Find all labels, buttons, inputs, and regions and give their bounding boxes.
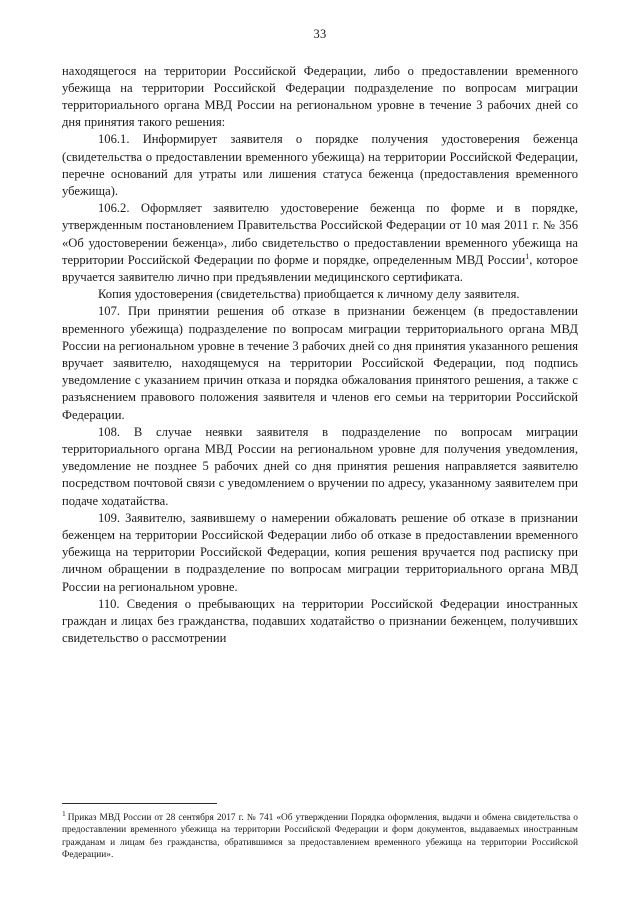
footnote-mark: 1 (62, 809, 66, 819)
paragraph-copy-note: Копия удостоверения (свидетельства) приобщается к личному делу заявителя. (98, 287, 520, 302)
paragraph-109: 109. Заявителю, заявившему о намерении обжаловать решение об отказе в признании беженцем на территории Российской Федерации либо об отказе в предоставлении временного убежища на территории Российской Федерации, копия решения вручается под расписку при личном обращении в подразделение по вопросам миграции территориального органа МВД России на региональном уровне. (62, 510, 578, 594)
paragraph-106-2 (62, 200, 578, 286)
paragraph-106-2-before-ref: 106.2. Оформляет заявителю удостоверение беженца по форме и в порядке, утвержденным постановлением Правительства Российской Федерации от 10 мая 2011 г. № 356 «Об удостоверении беженца», либо свидетельство о предоставлении временного убежища на территории Российской Федерации по форме и порядке, определенным МВД России (62, 201, 578, 267)
footnote-section (62, 803, 578, 861)
footnote-reference: 1 (525, 251, 530, 261)
footnote-text (62, 808, 578, 861)
paragraph-107: 107. При принятии решения об отказе в признании беженцем (в предоставлении временного убежища) подразделение по вопросам миграции территориального органа МВД России на региональном уровне в течение 3 рабочих дней со дня принятия указанного решения вручает заявителю, находящемуся на территории Российской Федерации, под подпись уведомление с указанием причин отказа и порядка обжалования принятого решения, а также с разъяснением правового положения заявителя и членов его семьи на территории Российской Федерации. (62, 304, 578, 422)
document-body (62, 63, 578, 648)
paragraph-108: 108. В случае неявки заявителя в подразделение по вопросам миграции территориального органа МВД России на региональном уровне для получения уведомления, уведомление не позднее 5 рабочих дней со дня принятия решения направляется заявителю посредством почтовой связи с уведомлением о вручении по адресу, указанному заявителем при подаче ходатайства. (62, 424, 578, 508)
paragraph-110: 110. Сведения о пребывающих на территории Российской Федерации иностранных граждан и лицах без гражданства, подавших ходатайство о признании беженцем, получивших свидетельство о рассмотрении (62, 596, 578, 646)
footnote-divider (62, 803, 217, 804)
footnote-body: Приказ МВД России от 28 сентября 2017 г. № 741 «Об утверждении Порядка оформления, выдачи и обмена свидетельства о предоставлении временного убежища на территории Российской Федерации и форм документов, выдаваемых иностранным гражданам и лицам без гражданства, обратившимся за предоставлением временного убежища на территории Российской Федерации». (62, 813, 578, 860)
paragraph-106-1: 106.1. Информирует заявителя о порядке получения удостоверения беженца (свидетельства о предоставлении временного убежища) на территории Российской Федерации, перечне оснований для утраты или лишения статуса беженца (предоставления временного убежища). (62, 132, 578, 198)
page-number: 33 (313, 27, 327, 41)
paragraph-intro: находящегося на территории Российской Федерации, либо о предоставлении временного убежища на территории Российской Федерации подразделение по вопросам миграции территориального органа МВД России на региональном уровне в течение 3 рабочих дней со дня принятия такого решения: (62, 63, 578, 130)
paragraph-106-2-after-ref: , которое вручается заявителю лично при предъявлении медицинского сертификата. (62, 252, 578, 284)
